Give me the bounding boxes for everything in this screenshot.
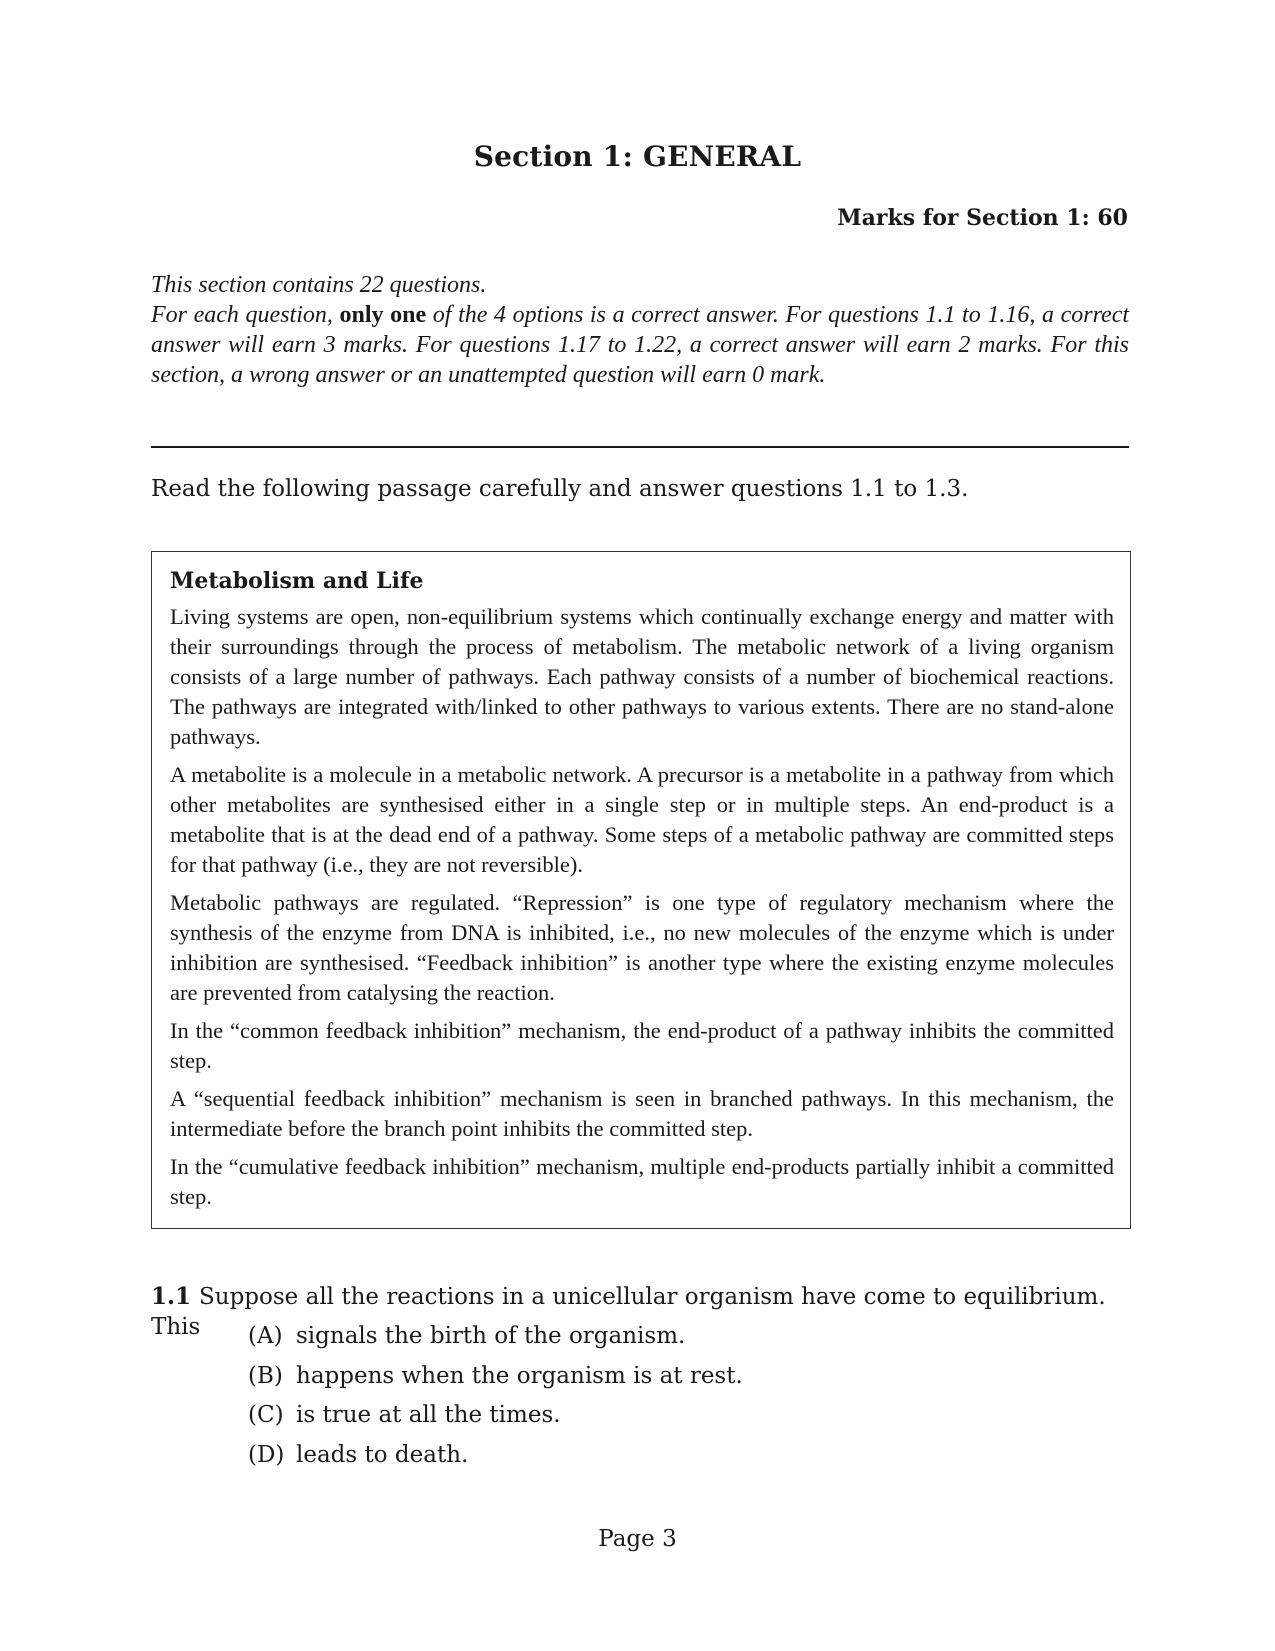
instructions-part-1: For each question,	[151, 302, 340, 328]
option-text: signals the birth of the organism.	[296, 1323, 686, 1349]
passage-paragraph: Metabolic pathways are regulated. “Repression” is one type of regulatory mechanism where the synthesis of the enzyme from DNA is inhibited, i.e., no new molecules of the enzyme which is under inhibition are synthesised. “Feedback inhibition” is another type where the existing enzyme molecules are prevented from catalysing the reaction.	[170, 890, 1114, 1005]
option-text: is true at all the times.	[296, 1402, 561, 1428]
page-number: Page 3	[598, 1526, 677, 1552]
option-b	[248, 1361, 743, 1401]
passage-paragraph: A metabolite is a molecule in a metabolic network. A precursor is a metabolite in a pathway from which other metabolites are synthesised either in a single step or in multiple steps. An end-product is a metabolite that is at the dead end of a pathway. Some steps of a metabolic pathway are committed steps for that pathway (i.e., they are not reversible).	[170, 762, 1114, 877]
option-text: happens when the organism is at rest.	[296, 1362, 743, 1389]
option-label: (D)	[248, 1441, 285, 1468]
option-d	[248, 1440, 743, 1480]
instructions-line-2	[151, 300, 1129, 390]
option-text: leads to death.	[296, 1441, 469, 1468]
instructions-emphasis: only one	[339, 302, 427, 328]
horizontal-rule	[151, 446, 1129, 448]
section-marks: Marks for Section 1: 60	[837, 205, 1128, 231]
passage-paragraph: Living systems are open, non-equilibrium systems which continually exchange energy and matter with their surroundings through the process of metabolism. The metabolic network of a living organism consists of a large number of pathways. Each pathway consists of a number of biochemical reactions. The pathways are integrated with/linked to other pathways to various extents. There are no stand-alone pathways.	[170, 604, 1114, 749]
passage-paragraph: A “sequential feedback inhibition” mechanism is seen in branched pathways. In this mechanism, the intermediate before the branch point inhibits the committed step.	[170, 1086, 1114, 1141]
answer-options	[248, 1321, 743, 1479]
passage-box	[151, 551, 1131, 1229]
passage-paragraph: In the “common feedback inhibition” mechanism, the end-product of a pathway inhibits the committed step.	[170, 1018, 1114, 1073]
section-instructions	[151, 270, 1129, 390]
option-a	[248, 1321, 743, 1361]
option-c	[248, 1400, 743, 1440]
option-label: (B)	[248, 1362, 283, 1389]
section-title: Section 1: GENERAL	[473, 140, 802, 173]
option-label: (C)	[248, 1402, 284, 1428]
option-label: (A)	[248, 1323, 283, 1349]
instructions-part-2: of the 4 options is a correct answer. For questions 1.1 to 1.16, a correct answer will earn 3 marks. For questions 1.17 to 1.22, a correct answer will earn 2 marks. For this section, a wrong answer or an unattempted question will earn 0 mark.	[151, 302, 1130, 388]
passage-prompt: Read the following passage carefully and answer questions 1.1 to 1.3.	[151, 476, 969, 502]
question-text: Suppose all the reactions in a unicellular organism have come to equilibrium. This	[151, 1284, 1106, 1340]
instructions-line-1: This section contains 22 questions.	[151, 272, 487, 298]
passage-paragraph: In the “cumulative feedback inhibition” mechanism, multiple end-products partially inhibit a committed step.	[170, 1154, 1114, 1209]
passage-title: Metabolism and Life	[170, 568, 424, 594]
question-number: 1.1	[151, 1283, 192, 1310]
